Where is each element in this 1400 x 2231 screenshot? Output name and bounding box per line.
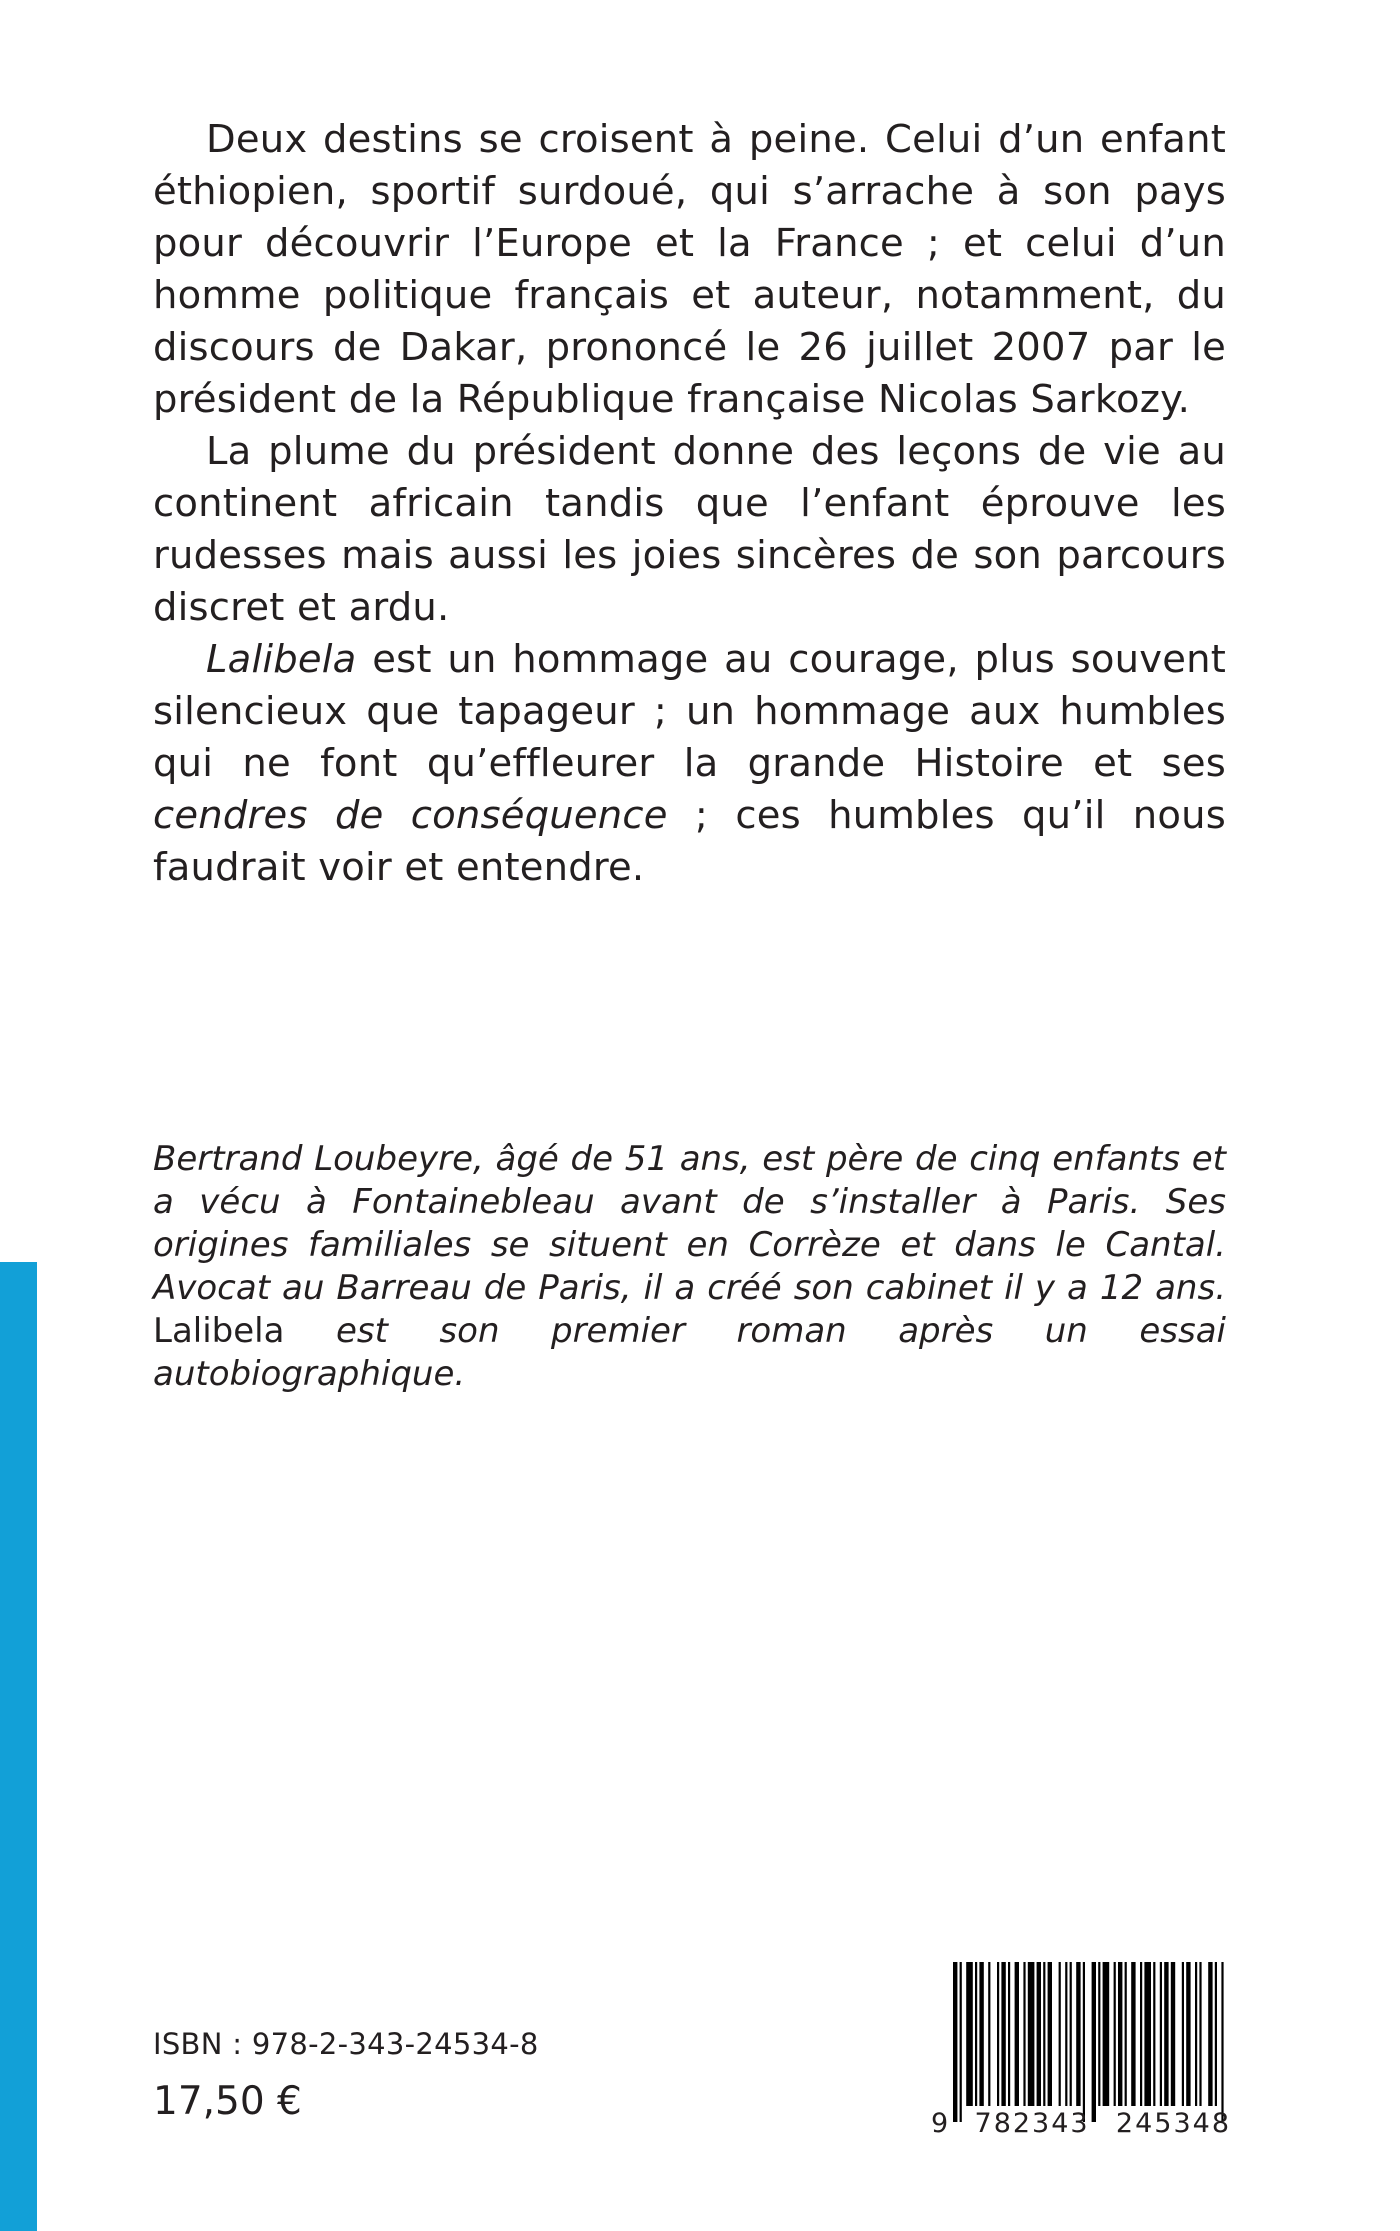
author-bio-paragraph	[153, 1138, 1226, 1396]
accent-bar	[0, 1262, 37, 2231]
barcode-bar	[1103, 1962, 1110, 2106]
barcode-bar	[1118, 1962, 1122, 2106]
barcode-bar	[1023, 1962, 1025, 2106]
barcode-bar	[1043, 1962, 1045, 2106]
blurb-paragraph-2	[153, 426, 1226, 634]
barcode-bar	[1083, 1962, 1085, 2122]
barcode-bar	[1001, 1962, 1005, 2106]
barcode-bar	[975, 1962, 977, 2106]
barcode-bar	[1092, 1962, 1096, 2122]
blurb-paragraph-3-text-b: ; ces humbles qu’il nous faudrait voir et entendre.	[153, 793, 1226, 890]
barcode-bar	[1144, 1962, 1151, 2106]
barcode-bar	[1037, 1962, 1041, 2106]
blurb-paragraph-2-text: La plume du président donne des leçons de vie au continent africain tandis que l’enfant éprouve les rudesses mais aussi les joies sincères de son parcours discret et ardu.	[153, 429, 1226, 630]
barcode-group-1: 782343	[974, 2108, 1090, 2139]
barcode-bar	[997, 1962, 999, 2106]
blurb-paragraph-1	[153, 114, 1226, 426]
author-bio-text-b: est son premier roman après un essai autobiographique.	[153, 1311, 1226, 1394]
barcode-bar	[1125, 1962, 1127, 2106]
barcode-digits	[931, 2108, 1231, 2140]
barcode-bar	[979, 1962, 983, 2106]
barcode-bar	[1028, 1962, 1035, 2106]
back-cover-blurb	[153, 114, 1226, 894]
barcode-bar	[1008, 1962, 1010, 2106]
barcode-bar	[1182, 1962, 1184, 2106]
barcode-group-2: 245348	[1115, 2108, 1231, 2139]
barcode-lead-digit: 9	[931, 2108, 949, 2139]
barcode-bar	[1208, 1962, 1212, 2106]
quote-italic: cendres de conséquence	[153, 793, 668, 838]
barcode-bar	[1160, 1962, 1162, 2106]
barcode-bar	[1215, 1962, 1217, 2106]
author-name: Bertrand Loubeyre	[153, 1139, 474, 1179]
author-bio-text-a: , âgé de 51 ans, est père de cinq enfants et a vécu à Fontainebleau avant de s’installer à Paris. Ses origines familiales se situent en Corrèze et dans le Cantal. Avocat au Barreau de Paris, il a créé son cabinet il y a 12 ans.	[153, 1139, 1226, 1308]
blurb-paragraph-1-text: Deux destins se croisent à peine. Celui d’un enfant éthiopien, sportif surdoué, qui s’arrache à son pays pour découvrir l’Europe et la France ; et celui d’un homme politique français et auteur, notamment, du discours de Dakar, prononcé le 26 juillet 2007 par le président de la République française Nicolas Sarkozy.	[153, 117, 1226, 422]
barcode-bar	[1070, 1962, 1072, 2106]
author-bio-book-title: Lalibela	[153, 1311, 285, 1351]
barcode-bar	[1131, 1962, 1135, 2106]
price-label: 17,50 €	[153, 2079, 302, 2124]
author-bio	[153, 1138, 1226, 1396]
blurb-paragraph-3-text-a: est un hommage au courage, plus souvent silencieux que tapageur ; un hommage aux humbles qui ne font qu’effleurer la grande Histoire et ses	[153, 637, 1226, 786]
barcode-bar	[1015, 1962, 1019, 2106]
barcode-bar	[1199, 1962, 1201, 2106]
barcode-bar	[1171, 1962, 1175, 2106]
barcode-bar	[1164, 1962, 1168, 2106]
barcode-bar	[1221, 1962, 1223, 2122]
barcode-bar	[1114, 1962, 1116, 2106]
barcode-bar	[953, 1962, 957, 2122]
isbn-label: ISBN : 978-2-343-24534-8	[153, 2027, 539, 2061]
barcode-bar	[1059, 1962, 1061, 2106]
barcode-bar	[1048, 1962, 1052, 2106]
barcode-bar	[988, 1962, 990, 2106]
barcode-bar	[1153, 1962, 1155, 2106]
barcode-bar	[1076, 1962, 1080, 2106]
barcode-bar	[1186, 1962, 1190, 2106]
blurb-paragraph-3	[153, 634, 1226, 894]
barcode-bar	[1065, 1962, 1067, 2106]
barcode-bar	[960, 1962, 962, 2122]
barcode-bar	[1098, 1962, 1100, 2106]
barcode-bar	[1140, 1962, 1142, 2106]
barcode-bar	[966, 1962, 973, 2106]
book-title-italic: Lalibela	[206, 637, 357, 682]
barcode-bar	[1195, 1962, 1197, 2106]
